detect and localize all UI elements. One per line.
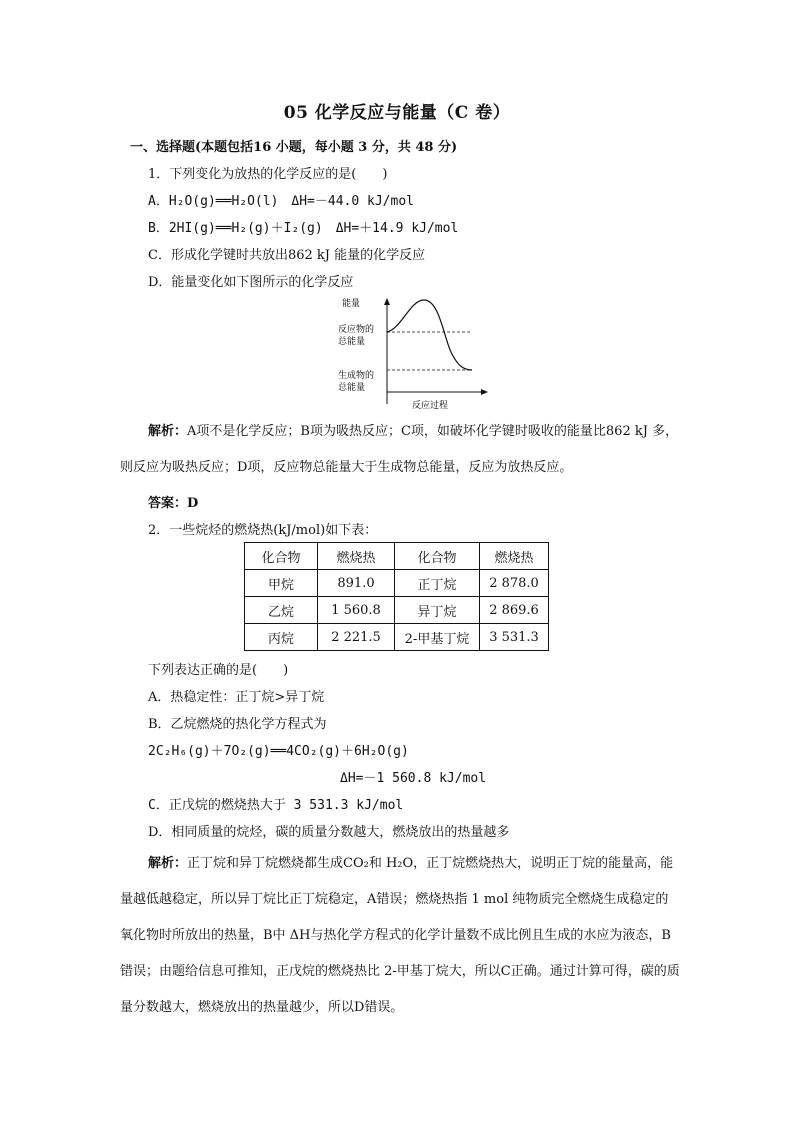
q2-option-b-equation: 2C₂H₆(g)＋7O₂(g)══4CO₂(g)＋6H₂O(g)	[148, 744, 409, 759]
table-cell: 891.0	[318, 570, 395, 597]
q2-prompt: 下列表达正确的是( )	[148, 663, 289, 678]
table-cell: 1 560.8	[318, 597, 395, 624]
energy-curve	[387, 300, 472, 370]
page-title: 05 化学反应与能量（C 卷）	[283, 103, 511, 123]
table-row	[245, 570, 549, 597]
q1-option-c: C．形成化学键时共放出862 kJ 能量的化学反应	[148, 248, 426, 263]
q1-option-d: D．能量变化如下图所示的化学反应	[148, 275, 354, 290]
product-label-2: 总能量	[338, 383, 366, 393]
q2-analysis-text: 正丁烷和异丁烷燃烧都生成CO₂和 H₂O，正丁烷燃烧热大，说明正丁烷的能量高，能量越低越稳定，所以异丁烷比正丁烷稳定，A错误；燃烧热指 1 mol 纯物质完全燃烧生成稳定的氧化物时所放出的热量，B中 ΔH与热化学方程式的化学计量数不成比例且生成的水应为液态，B错误；由题给信息可推知，正戊烷的燃烧热比 2-甲基丁烷大，所以C正确。通过计算可得，碳的质量分数越大，燃烧放出的热量越少，所以D错误。	[120, 856, 680, 1015]
q2-option-d: D．相同质量的烷烃，碳的质量分数越大，燃烧放出的热量越多	[148, 825, 510, 840]
q2-option-b-enthalpy: ΔH=－1 560.8 kJ/mol	[340, 771, 487, 786]
section-heading: 一、选择题(本题包括16 小题，每小题 3 分，共 48 分)	[130, 140, 458, 155]
table-row	[245, 624, 549, 651]
table-header-cell: 燃烧热	[480, 543, 549, 570]
energy-diagram	[332, 294, 492, 414]
q2-analysis	[120, 846, 680, 1026]
table-cell: 3 531.3	[480, 624, 549, 651]
q1-stem: 1．下列变化为放热的化学反应的是( )	[148, 167, 388, 182]
q1-option-b: B．2HI(g)══H₂(g)＋I₂(g) ΔH=＋14.9 kJ/mol	[148, 221, 459, 236]
table-header-cell: 化合物	[245, 543, 318, 570]
table-header-cell: 燃烧热	[318, 543, 395, 570]
table-cell: 丙烷	[245, 624, 318, 651]
table-header-row	[245, 543, 549, 570]
x-axis-arrow	[481, 389, 488, 395]
table-cell: 甲烷	[245, 570, 318, 597]
q1-analysis-text: A项不是化学反应；B项为吸热反应；C项，如破坏化学键时吸收的能量比862 kJ 多，则反应为吸热反应；D项，反应物总能量大于生成物总能量，反应为放热反应。	[120, 424, 679, 475]
q2-option-a: A．热稳定性：正丁烷>异丁烷	[148, 690, 325, 705]
table-cell: 正丁烷	[395, 570, 480, 597]
q1-analysis	[120, 414, 680, 486]
q2-analysis-label: 解析：	[148, 856, 188, 871]
table-cell: 2 878.0	[480, 570, 549, 597]
reactant-label-2: 总能量	[338, 337, 366, 347]
q1-answer: 答案：D	[148, 496, 199, 511]
table-cell: 2 869.6	[480, 597, 549, 624]
combustion-heat-table	[244, 542, 549, 651]
product-label: 生成物的	[338, 371, 375, 381]
table-header-cell: 化合物	[395, 543, 480, 570]
x-axis-label: 反应过程	[412, 401, 449, 411]
table-cell: 异丁烷	[395, 597, 480, 624]
table-cell: 乙烷	[245, 597, 318, 624]
q2-option-b: B．乙烷燃烧的热化学方程式为	[148, 717, 327, 732]
table-cell: 2 221.5	[318, 624, 395, 651]
q2-option-c: C．正戊烷的燃烧热大于 3 531.3 kJ/mol	[148, 798, 404, 813]
table-cell: 2-甲基丁烷	[395, 624, 480, 651]
y-axis-arrow	[384, 298, 390, 305]
q1-analysis-label: 解析：	[148, 424, 188, 439]
y-axis-label: 能量	[342, 299, 361, 309]
table-row	[245, 597, 549, 624]
q1-option-a: A．H₂O(g)══H₂O(l) ΔH=－44.0 kJ/mol	[148, 194, 414, 209]
q2-stem: 2．一些烷烃的燃烧热(kJ/mol)如下表：	[148, 523, 378, 538]
reactant-label: 反应物的	[338, 325, 375, 335]
